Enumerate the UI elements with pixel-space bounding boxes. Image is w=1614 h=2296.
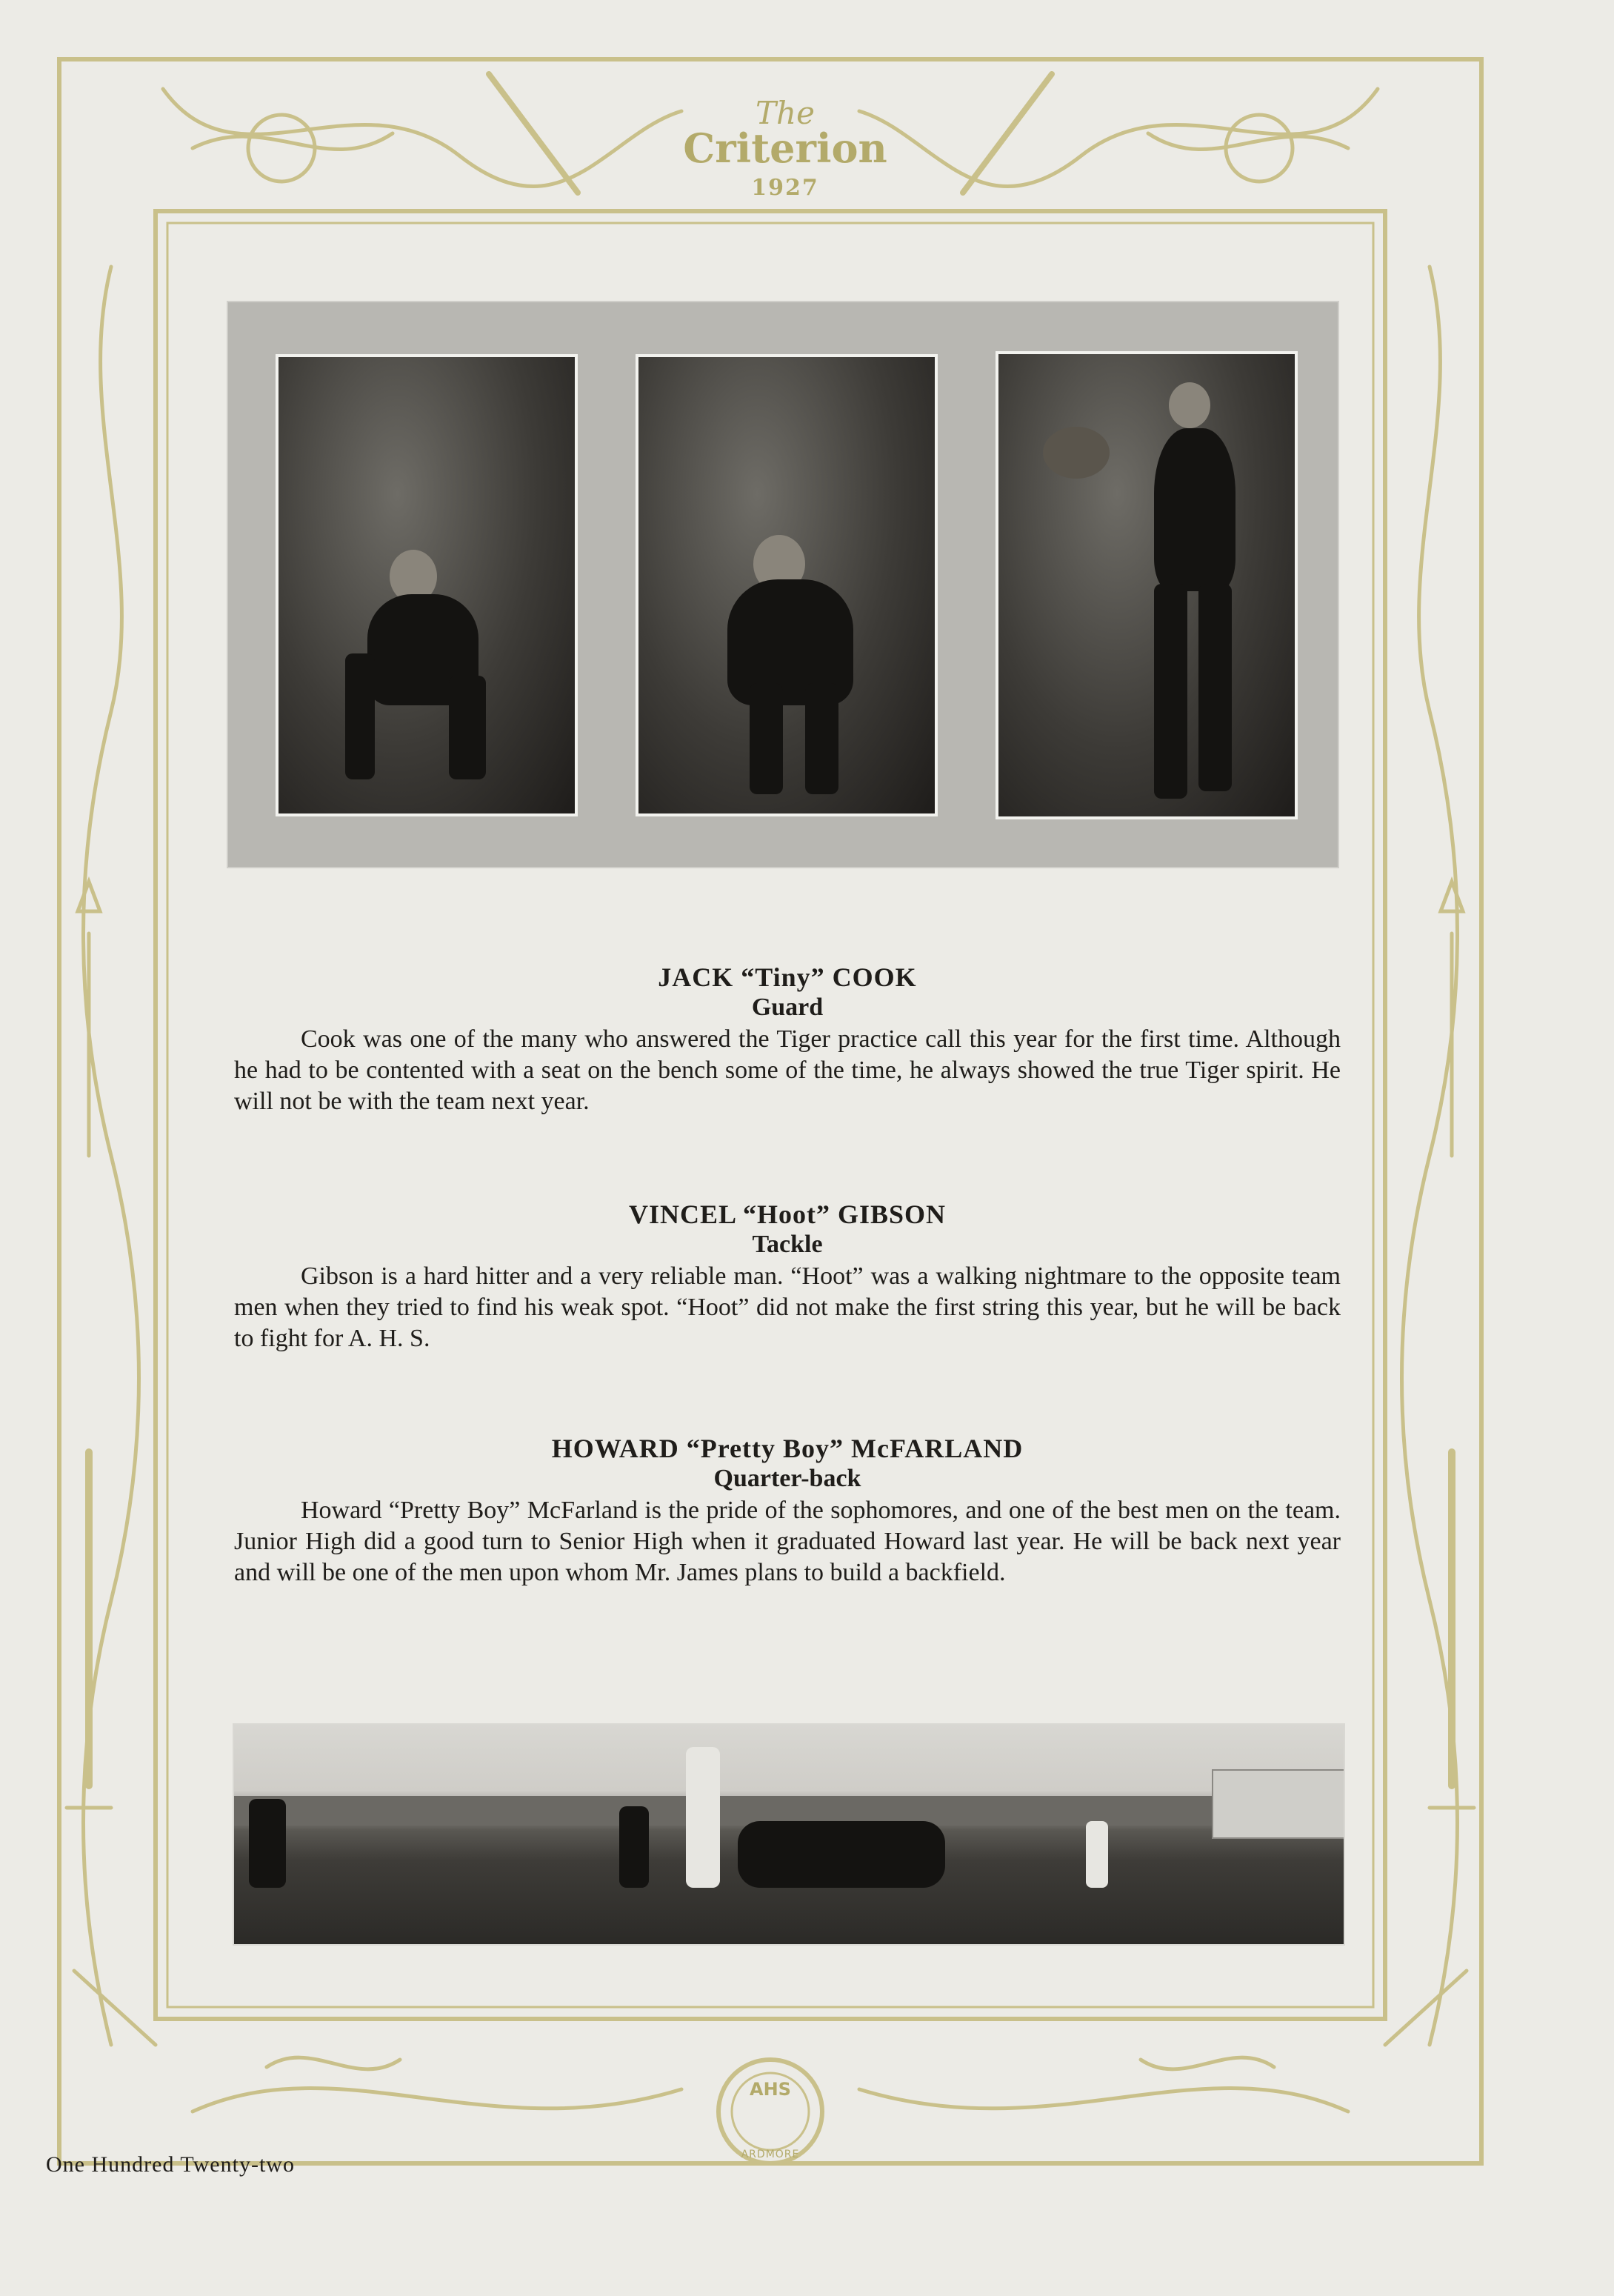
bio-mcfarland (234, 1433, 1341, 1588)
portrait-photo-gibson (636, 354, 938, 816)
bio-gibson (234, 1199, 1341, 1354)
bio-cook (234, 962, 1341, 1117)
bio-name: HOWARD “Pretty Boy” McFARLAND (551, 1434, 1024, 1463)
seal-lower-text: ARDMORE (741, 2149, 800, 2160)
header-the: The (756, 95, 815, 131)
portrait-photo-mcfarland (996, 351, 1298, 819)
football-game-photo (233, 1723, 1345, 1946)
bio-position: Guard (751, 994, 824, 1021)
portrait-photo-cook (276, 354, 578, 816)
bio-name: JACK “Tiny” COOK (658, 962, 917, 992)
bio-position: Tackle (752, 1231, 823, 1258)
page-number: One Hundred Twenty-two (46, 2152, 295, 2177)
seal-text: AHS (750, 2079, 791, 2100)
bio-text: Cook was one of the many who answered the Tiger practice call this year for the first time. Although he had to be contented with a seat on the bench some of the time, he always showed the true Tiger spirit. He will not be with the team next year. (234, 1025, 1341, 1115)
bio-name: VINCEL “Hoot” GIBSON (628, 1199, 947, 1229)
header-title: Criterion (683, 124, 887, 172)
header-year: 1927 (751, 175, 819, 201)
bio-text: Gibson is a hard hitter and a very reliable man. “Hoot” was a walking nightmare to the opposite team men when they tried to find his weak spot. “Hoot” did not make the first string this year, but he will be back to fight for A. H. S. (234, 1262, 1341, 1352)
portrait-photo-panel (227, 301, 1339, 868)
bio-text: Howard “Pretty Boy” McFarland is the pride of the sophomores, and one of the best men on the team. Junior High did a good turn to Senior High when it graduated Howard last year. He will be back next year and will be one of the men upon whom Mr. James plans to build a backfield. (234, 1497, 1341, 1586)
bio-position: Quarter-back (713, 1465, 861, 1492)
